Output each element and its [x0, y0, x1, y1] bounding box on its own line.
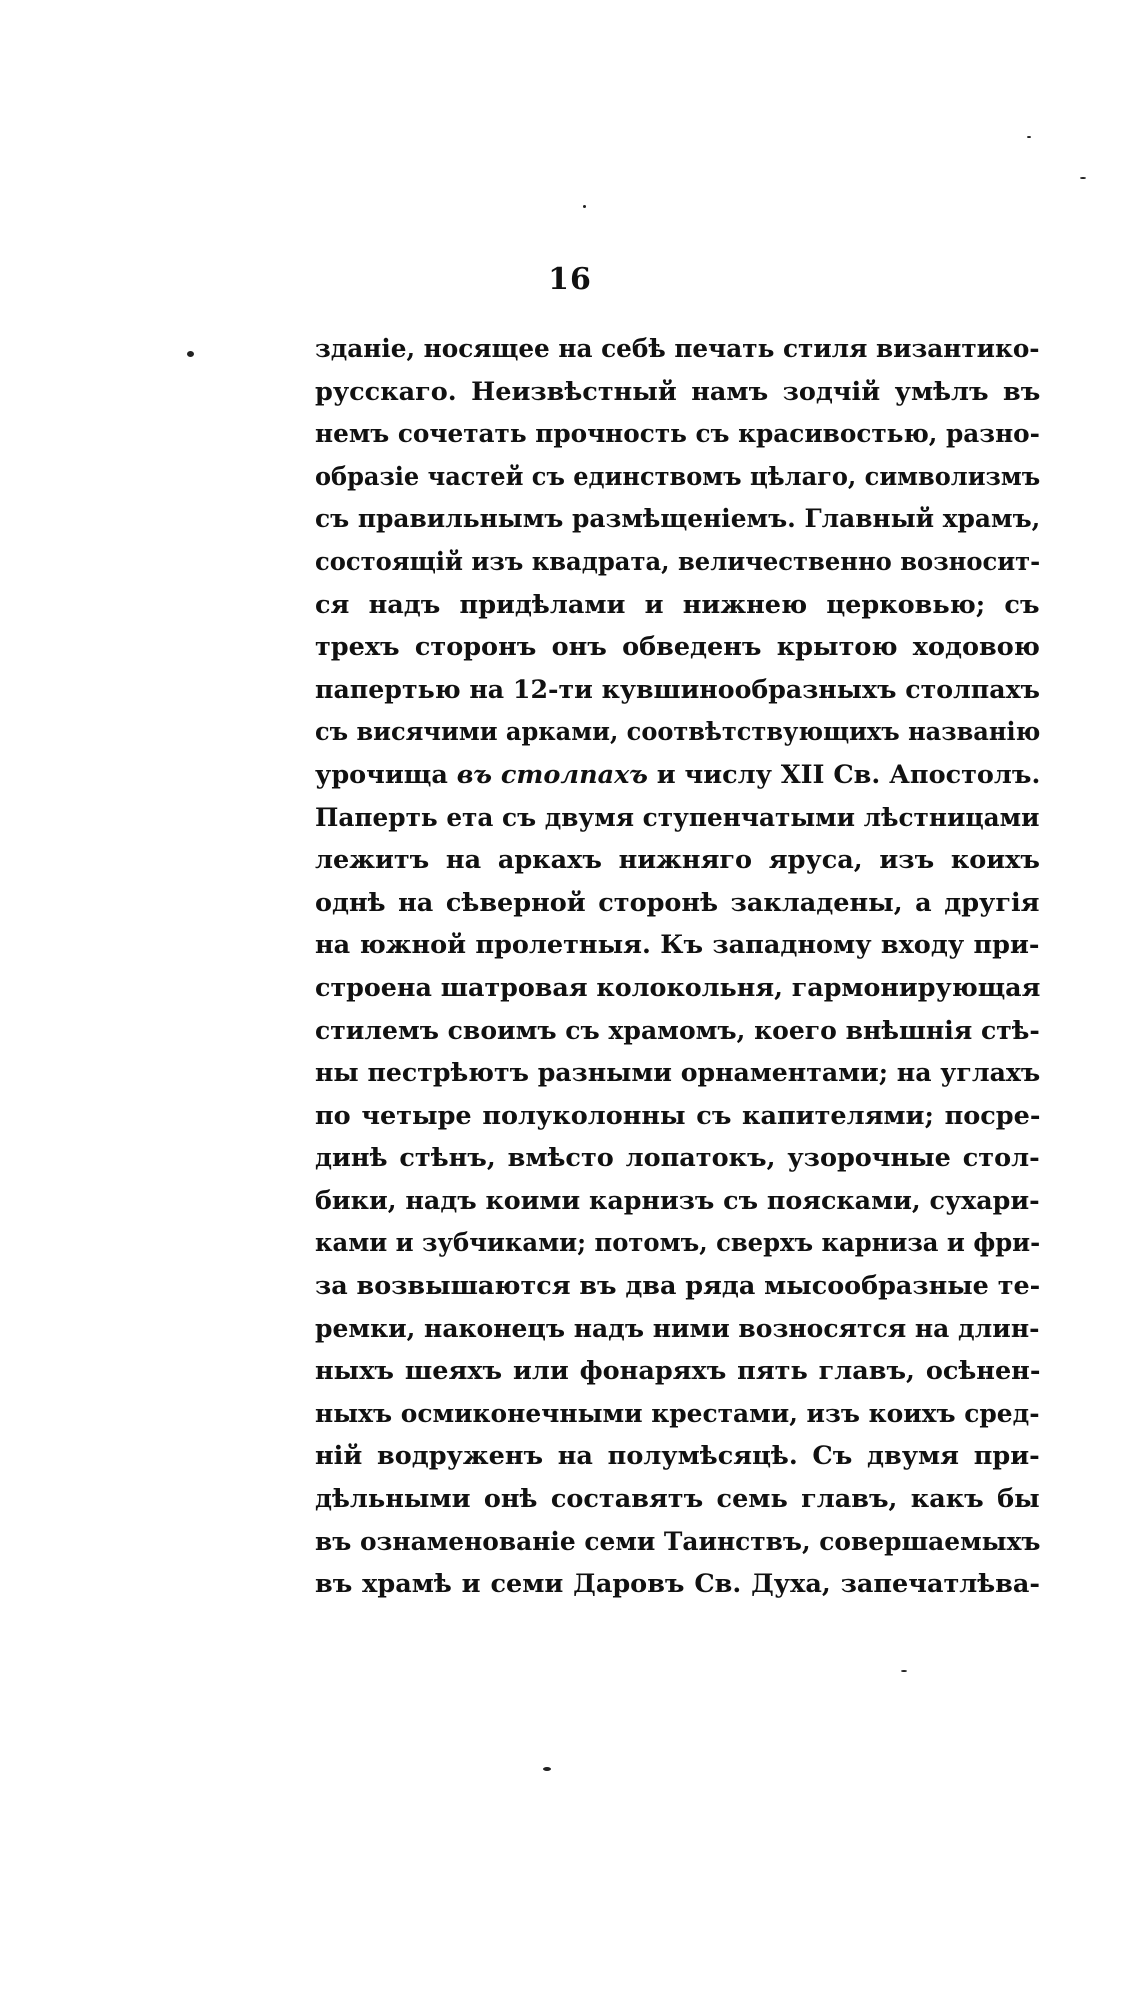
text-line: [315, 839, 1040, 882]
text-line-content: динѣ стѣнъ, вмѣсто лопатокъ, узорочные стол-: [315, 1143, 1040, 1174]
text-line: [315, 924, 1040, 967]
scan-speck: [543, 1767, 551, 1771]
body-text: [315, 328, 1040, 1606]
text-line: [315, 1095, 1040, 1138]
text-line: [315, 1393, 1040, 1436]
text-line: [315, 797, 1040, 840]
text-line: [315, 1180, 1040, 1223]
text-line: [315, 711, 1041, 754]
text-line-content: ремки, наконецъ надъ ними возносятся на длин-: [315, 1313, 1040, 1344]
text-line: [315, 1563, 1040, 1606]
text-line-before: урочища: [315, 759, 457, 790]
text-line: [315, 1010, 1040, 1053]
text-line-content: по четыре полуколонны съ капителями; посре-: [315, 1100, 1041, 1131]
text-line: [315, 541, 1041, 584]
text-line: [315, 584, 1040, 627]
text-line: [315, 1350, 1040, 1393]
text-line: [315, 328, 1040, 371]
text-line: [315, 626, 1040, 669]
text-line: [315, 1265, 1041, 1308]
text-line: [315, 1137, 1040, 1180]
text-line: [315, 669, 1041, 712]
text-line: [315, 1222, 1041, 1265]
text-line-content: на южной пролетныя. Къ западному входу при-: [315, 930, 1040, 961]
text-line-content: однѣ на сѣверной сторонѣ закладены, а другія: [315, 887, 1040, 918]
text-line-after: и числу XII Св. Апостолъ.: [647, 759, 1041, 790]
text-line: [315, 413, 1040, 456]
scan-speck: [1027, 136, 1031, 138]
text-line-content: ныхъ шеяхъ или фонаряхъ пять главъ, осѣнен-: [315, 1356, 1041, 1387]
text-line: [315, 1052, 1041, 1095]
text-line: [315, 754, 1040, 797]
scan-speck: [187, 351, 194, 357]
text-line-content: стилемъ своимъ съ храмомъ, коего внѣшнія стѣ-: [315, 1015, 1040, 1046]
text-line: [315, 967, 1041, 1010]
text-line: [315, 1435, 1040, 1478]
page-number: 16: [548, 262, 592, 297]
text-line-content: ній водруженъ на полумѣсяцѣ. Съ двумя при-: [315, 1441, 1040, 1472]
text-line-content: съ правильнымъ размѣщеніемъ. Главный храмъ,: [315, 504, 1041, 535]
text-line-content: состоящій изъ квадрата, величественно возносит-: [315, 546, 1041, 577]
text-line: [315, 882, 1040, 925]
text-line-content: образіе частей съ единствомъ цѣлаго, символизмъ: [315, 461, 1041, 492]
text-line: [315, 456, 1041, 499]
text-line: [315, 1478, 1040, 1521]
text-line-content: ныхъ осмиконечными крестами, изъ коихъ сред-: [315, 1398, 1040, 1429]
scan-speck: [1080, 177, 1086, 179]
text-line-content: съ висячими арками, соотвѣтствующихъ названію: [315, 717, 1041, 748]
text-line: [315, 371, 1040, 414]
text-line-content: строена шатровая колокольня, гармонирующая: [315, 972, 1041, 1003]
scan-speck: [901, 1670, 907, 1672]
text-line-content: Паперть ета съ двумя ступенчатыми лѣстницами: [315, 802, 1040, 833]
text-line: [315, 1308, 1040, 1351]
text-line-content: въ ознаменованіе семи Таинствъ, совершаемыхъ: [315, 1526, 1041, 1557]
text-line-content: ками и зубчиками; потомъ, сверхъ карниза и фри-: [315, 1228, 1041, 1259]
text-line: [315, 498, 1041, 541]
text-line-content: папертью на 12-ти кувшинообразныхъ столпахъ: [315, 674, 1041, 705]
scan-speck: [583, 205, 586, 208]
text-line-content: немъ сочетать прочность съ красивостью, разно-: [315, 419, 1040, 450]
text-line-content: лежитъ на аркахъ нижняго яруса, изъ коихъ: [315, 845, 1040, 876]
italic-phrase: въ столпахъ: [456, 759, 648, 790]
text-line: [315, 1521, 1041, 1564]
text-line-content: дѣльными онѣ составятъ семь главъ, какъ бы: [315, 1484, 1040, 1515]
text-line-content: зданіе, носящее на себѣ печать стиля византико-: [315, 334, 1040, 364]
text-line-content: ся надъ придѣлами и нижнею церковью; съ: [315, 589, 1040, 620]
text-line-content: бики, надъ коими карнизъ съ поясками, сухари-: [315, 1185, 1040, 1216]
text-line-content: ны пестрѣютъ разными орнаментами; на углахъ: [315, 1058, 1041, 1089]
text-line-content: въ храмѣ и семи Даровъ Св. Духа, запечатлѣва-: [315, 1569, 1040, 1600]
text-line-content: русскаго. Неизвѣстный намъ зодчій умѣлъ въ: [315, 376, 1041, 407]
text-line-content: за возвышаются въ два ряда мысообразные те-: [315, 1271, 1041, 1302]
text-line-content: трехъ сторонъ онъ обведенъ крытою ходовою: [315, 632, 1040, 663]
